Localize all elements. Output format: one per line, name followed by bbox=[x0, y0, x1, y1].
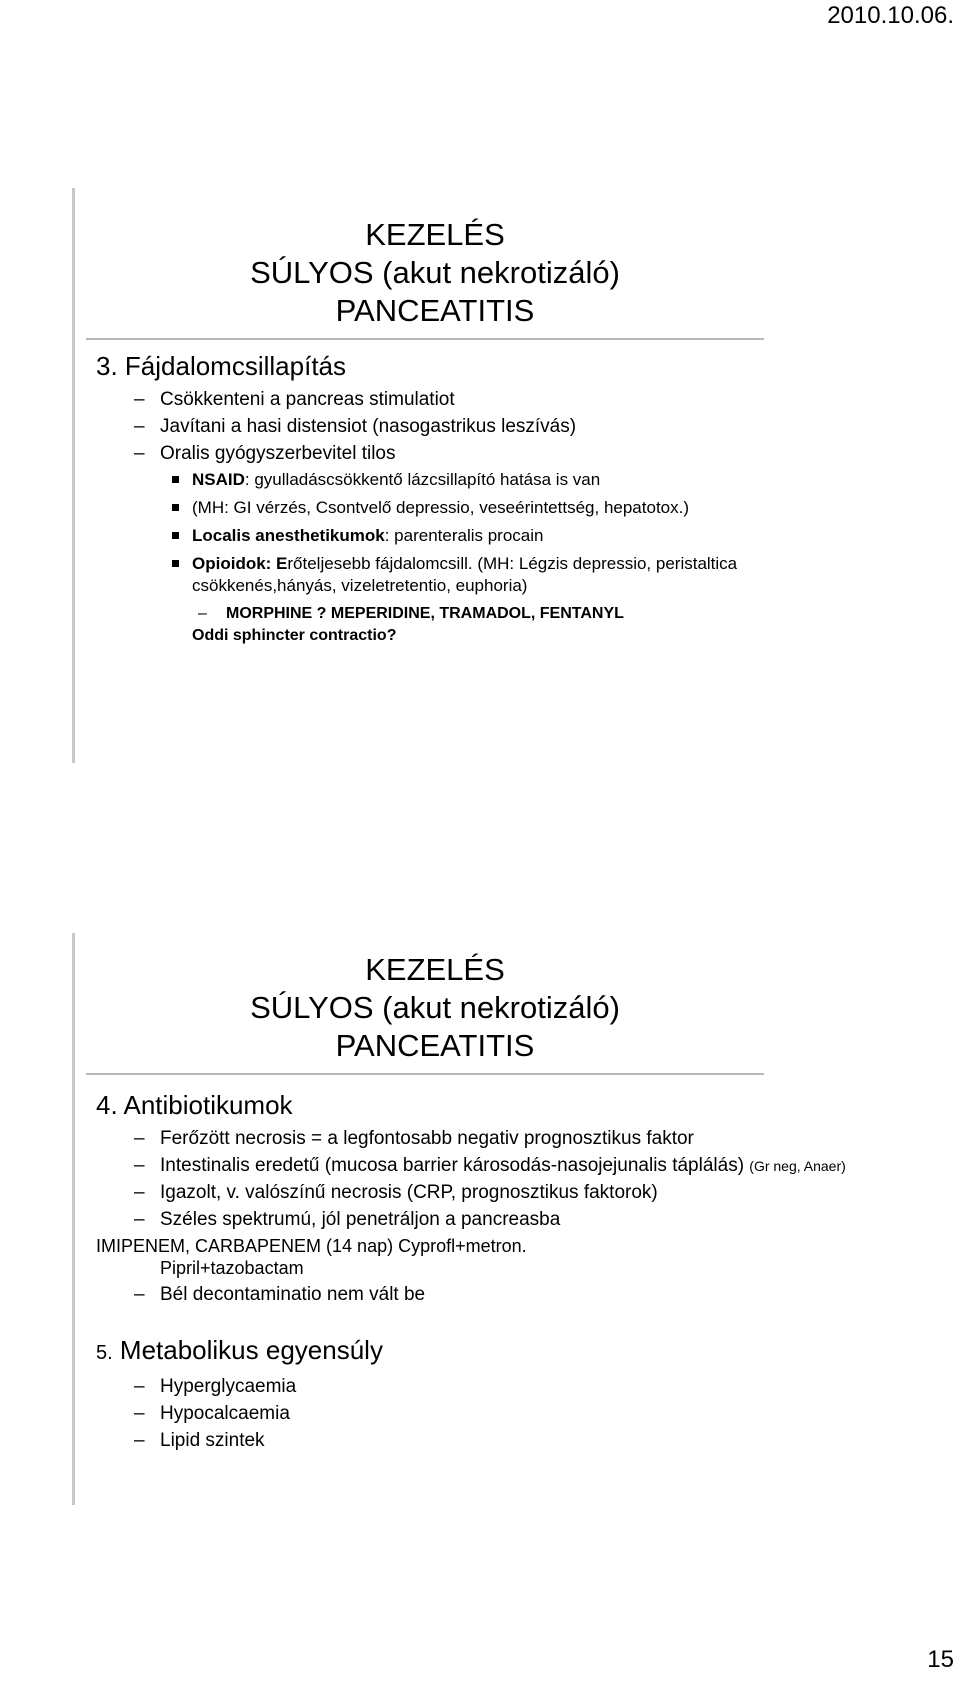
dash-marker: – bbox=[134, 416, 145, 437]
list-item: – Igazolt, v. valószínű necrosis (CRP, prognosztikus faktorok) bbox=[134, 1182, 658, 1203]
dash-marker: – bbox=[134, 1182, 145, 1203]
section-heading: 3. Fájdalomcsillapítás bbox=[96, 351, 346, 381]
page-number: 15 bbox=[927, 1646, 954, 1673]
list-item: Opioidok: Erőteljesebb fájdalomcsill. (MH: Légzis depressio, peristaltica csökkenés,hányás, vizeletretentio, euphoria) bbox=[96, 553, 856, 597]
slide-1 bbox=[0, 180, 960, 760]
list-item: – MORPHINE ? MEPERIDINE, TRAMADOL, FENTANYL bbox=[96, 603, 856, 625]
slide-content bbox=[96, 1089, 856, 1456]
list-item: Localis anesthetikumok: parenteralis procain bbox=[96, 525, 856, 547]
dash-marker: – bbox=[134, 1128, 145, 1149]
square-bullet-icon bbox=[172, 532, 179, 539]
drug-list-continued: Pipril+tazobactam bbox=[160, 1258, 304, 1278]
dash-marker: – bbox=[134, 1209, 145, 1230]
list-item: – Ferőzött necrosis = a legfontosabb negativ prognosztikus faktor bbox=[134, 1128, 694, 1149]
dash-marker: – bbox=[134, 443, 145, 464]
dash-marker: – bbox=[198, 605, 207, 622]
drug-list: IMIPENEM, CARBAPENEM (14 nap) Cyprofl+metron. bbox=[96, 1236, 527, 1256]
list-item: – Intestinalis eredetű (mucosa barrier károsodás-nasojejunalis táplálás) (Gr neg, Anaer) bbox=[134, 1155, 846, 1176]
list-item: – Oralis gyógyszerbevitel tilos bbox=[134, 443, 396, 464]
list-item: – Bél decontaminatio nem vált be bbox=[134, 1284, 426, 1305]
dash-marker: – bbox=[134, 1430, 145, 1451]
title-divider bbox=[86, 1073, 764, 1075]
title-line: SÚLYOS (akut nekrotizáló) bbox=[250, 255, 620, 290]
square-bullet-icon bbox=[172, 476, 179, 483]
section-heading: 5. Metabolikus egyensúly bbox=[96, 1335, 383, 1365]
list-item: – Hypocalcaemia bbox=[134, 1403, 290, 1424]
title-line: KEZELÉS bbox=[365, 952, 505, 987]
list-item: NSAID: gyulladáscsökkentő lázcsillapító hatása is van bbox=[96, 469, 856, 491]
section-heading: 4. Antibiotikumok bbox=[96, 1090, 293, 1120]
list-item: – Széles spektrumú, jól penetráljon a pancreasba bbox=[134, 1209, 561, 1230]
title-line: SÚLYOS (akut nekrotizáló) bbox=[250, 990, 620, 1025]
date-label: 2010.10.06. bbox=[827, 2, 954, 29]
title-line: PANCEATITIS bbox=[335, 293, 535, 328]
title-line: PANCEATITIS bbox=[335, 1028, 535, 1063]
title-line: KEZELÉS bbox=[365, 217, 505, 252]
dash-marker: – bbox=[134, 1403, 145, 1424]
slide-2 bbox=[0, 925, 960, 1505]
slide-title bbox=[160, 216, 710, 330]
square-bullet-icon bbox=[172, 504, 179, 511]
list-item: – Csökkenteni a pancreas stimulatiot bbox=[134, 389, 455, 410]
slide-border bbox=[72, 188, 75, 763]
slide-content bbox=[96, 350, 856, 647]
list-item: – Hyperglycaemia bbox=[134, 1376, 297, 1397]
list-item: – Javítani a hasi distensiot (nasogastrikus leszívás) bbox=[134, 416, 577, 437]
dash-marker: – bbox=[134, 1155, 145, 1176]
square-bullet-icon bbox=[172, 560, 179, 567]
list-item: (MH: GI vérzés, Csontvelő depressio, veseérintettség, hepatotox.) bbox=[96, 497, 856, 519]
slide-border bbox=[72, 933, 75, 1505]
title-divider bbox=[86, 338, 764, 340]
dash-marker: – bbox=[134, 389, 145, 410]
note-text: Oddi sphincter contractio? bbox=[192, 627, 397, 644]
dash-marker: – bbox=[134, 1376, 145, 1397]
slide-title bbox=[160, 951, 710, 1065]
dash-marker: – bbox=[134, 1284, 145, 1305]
list-item: – Lipid szintek bbox=[134, 1430, 265, 1451]
